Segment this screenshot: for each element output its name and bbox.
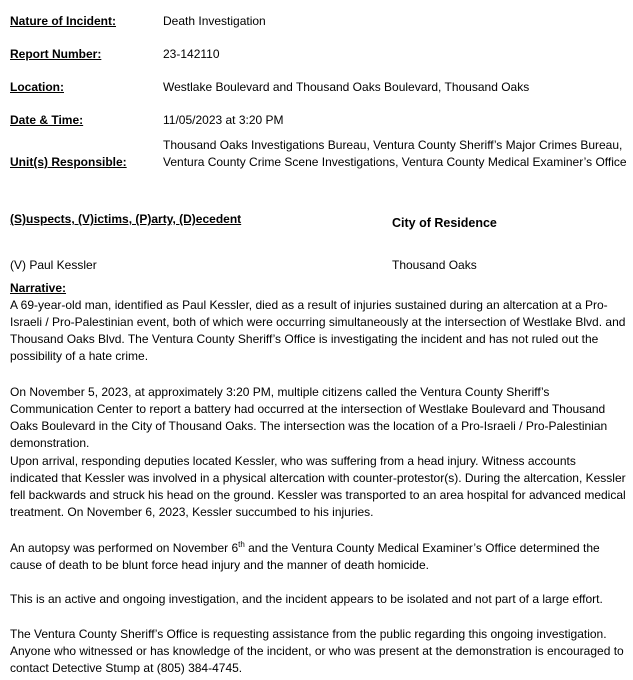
units-value (163, 137, 627, 171)
units-line-1: Thousand Oaks Investigations Bureau, Ventura County Sheriff’s Major Crimes Bureau, (163, 138, 623, 152)
city-of-residence-header: City of Residence (392, 216, 497, 230)
nature-label: Nature of Incident: (10, 14, 117, 28)
nature-value: Death Investigation (163, 14, 266, 28)
party-name: (V) Paul Kessler (10, 258, 97, 272)
location-label: Location: (10, 80, 64, 94)
narrative-label: Narrative: (10, 281, 67, 295)
date-time-label: Date & Time: (10, 113, 84, 127)
location-value: Westlake Boulevard and Thousand Oaks Boulevard, Thousand Oaks (163, 80, 530, 94)
units-label: Unit(s) Responsible: (10, 155, 127, 169)
narrative-paragraph-3: Upon arrival, responding deputies located Kessler, who was suffering from a head injury. Witness accounts indicated that Kessler was involved in a physical altercation with counter-protestor(s). During the altercation, Kessler fell backwards and struck his head on the ground. Kessler was transported to an area hospital for advanced medical treatment. On November 6, 2023, Kessler succumbed to his injuries. (10, 454, 626, 519)
narrative-paragraph-6: The Ventura County Sheriff’s Office is requesting assistance from the public regarding this ongoing investigation. Anyone who witnessed or has knowledge of the incident, or who was present at the demonstration is encouraged to contact Detective Stump at (805) 384-4745. (10, 627, 624, 675)
narrative-paragraph-5: This is an active and ongoing investigation, and the incident appears to be isolated and not part of a large effort. (10, 592, 603, 606)
date-time-value: 11/05/2023 at 3:20 PM (163, 113, 284, 127)
report-number-label: Report Number: (10, 47, 102, 61)
narrative-paragraph-1: A 69-year-old man, identified as Paul Kessler, died as a result of injuries sustained during an altercation at a Pro-Israeli / Pro-Palestinian event, both of which were occurring simultaneously at the intersection of Westlake Blvd. and Thousand Oaks Blvd. The Ventura County Sheriff’s Office is investigating the incident and has not ruled out the possibility of a hate crime. (10, 298, 626, 363)
parties-header: (S)uspects, (V)ictims, (P)arty, (D)ecedent (10, 212, 242, 226)
narrative-paragraph-2: On November 5, 2023, at approximately 3:20 PM, multiple citizens called the Ventura County Sheriff’s Communication Center to report a battery had occurred at the intersection of Westlake Boulevard and Thousand Oaks Boulevard in the City of Thousand Oaks. The intersection was the location of a Pro-Israeli / Pro-Palestinian demonstration. (10, 385, 608, 450)
units-line-2: Ventura County Crime Scene Investigations, Ventura County Medical Examiner’s Office (163, 155, 627, 169)
narrative-paragraph-4: An autopsy was performed on November 6th and the Ventura County Medical Examiner’s Office determined the cause of death to be blunt force head injury and the manner of death homicide. (10, 540, 600, 572)
report-number-value: 23-142110 (163, 47, 220, 61)
party-city: Thousand Oaks (392, 258, 477, 272)
